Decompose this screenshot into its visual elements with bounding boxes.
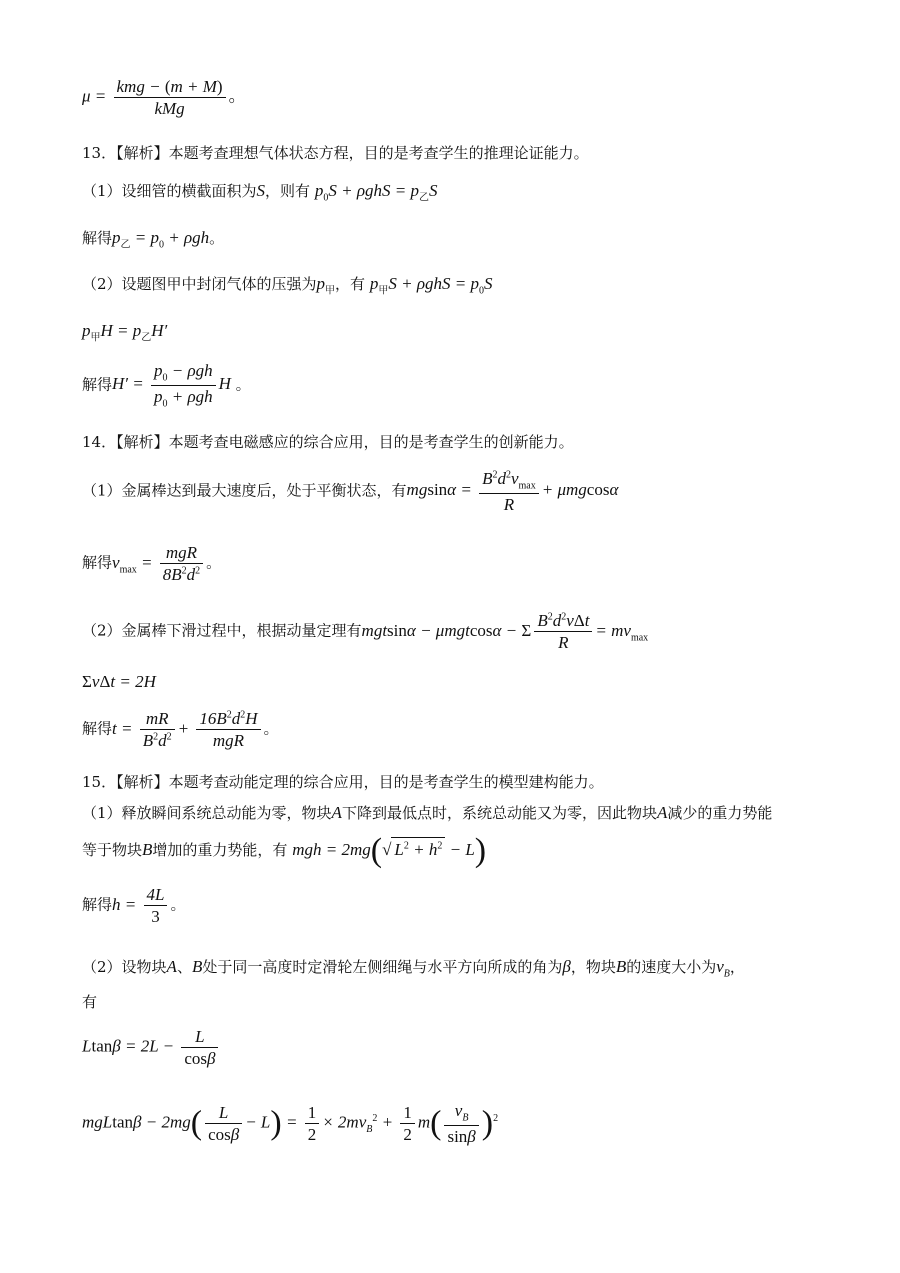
q14-solution1: 解得$v_{max}$ = mgR $8B^2d^2$ 。	[82, 543, 222, 585]
q15-part2-line2: 有	[82, 993, 98, 1011]
q13-boyle-equation: $p_甲H = p_乙H'$	[82, 321, 168, 344]
q14-part2: （2）金属棒下滑过程中，根据动量定理有mgtsinα − μmgtcosα − Σ $B^2d^2v\Delta t$ R = $mv_{max}$	[82, 611, 649, 653]
q15-heading: 15．【解析】本题考查动能定理的综合应用，目的是考查学生的模型建构能力。	[82, 773, 604, 791]
q14-solution2: 解得t = $\frac{mR}{B^2d^2}$ + $16B^2d^2H$ mgR 。	[82, 709, 279, 751]
q15-part1-line1: （1）释放瞬间系统总动能为零，物块A下降到最低点时，系统总动能又为零，因此物块A减少的重力势能	[82, 803, 773, 822]
q13-part1: （1）设细管的横截面积为S，则有 $p_0S + \rho ghS = p_乙S$	[82, 181, 438, 204]
q14-heading: 14．【解析】本题考查电磁感应的综合应用，目的是考查学生的创新能力。	[82, 433, 574, 451]
q15-part2-line1: （2）设物块A、B处于同一高度时定滑轮左侧细绳与水平方向所成的角为β，物块B的速度大小为$v_B$，	[82, 957, 745, 980]
q13-solution2: 解得H′ = $p_0 - \rho gh$ $p_0 + \rho gh$ H 。	[82, 361, 251, 410]
q15-part1-line2: 等于物块B增加的重力势能，有 mgh = 2mg(√ $L^2 + h^2 - L$)	[82, 832, 487, 869]
q15-energy-equation: mgLtanβ − 2mg( $\frac{L}{\cos\beta}$ − L) = $\frac{1}{2}$ × $2mv_B^2$ + $\frac{1}{2}$ m( $\frac{v_B}{\sin\beta}$ )$^2$	[82, 1101, 499, 1146]
q12-mu-formula: μ = kmg − (m + M) kMg 。	[82, 77, 246, 119]
q14-displacement-sum: ΣvΔt = 2H	[82, 672, 156, 691]
q13-heading: 13．【解析】本题考查理想气体状态方程，目的是考查学生的推理论证能力。	[82, 144, 589, 162]
q13-solution1: 解得$p_乙 = p_0 + \rho gh$。	[82, 228, 225, 251]
q15-solution1: 解得h = $\frac{4L}{3}$ 。	[82, 885, 186, 927]
q13-part2: （2）设题图甲中封闭气体的压强为$p_甲$，有 $p_甲S + \rho ghS = p_0S$	[82, 274, 493, 297]
q14-part1: （1）金属棒达到最大速度后，处于平衡状态，有mgsinα = $B^2d^2v_{max}$ R + μmgcosα	[82, 469, 619, 514]
q15-geometry-equation: Ltanβ = 2L − $\frac{L}{\cos\beta}$	[82, 1026, 221, 1070]
